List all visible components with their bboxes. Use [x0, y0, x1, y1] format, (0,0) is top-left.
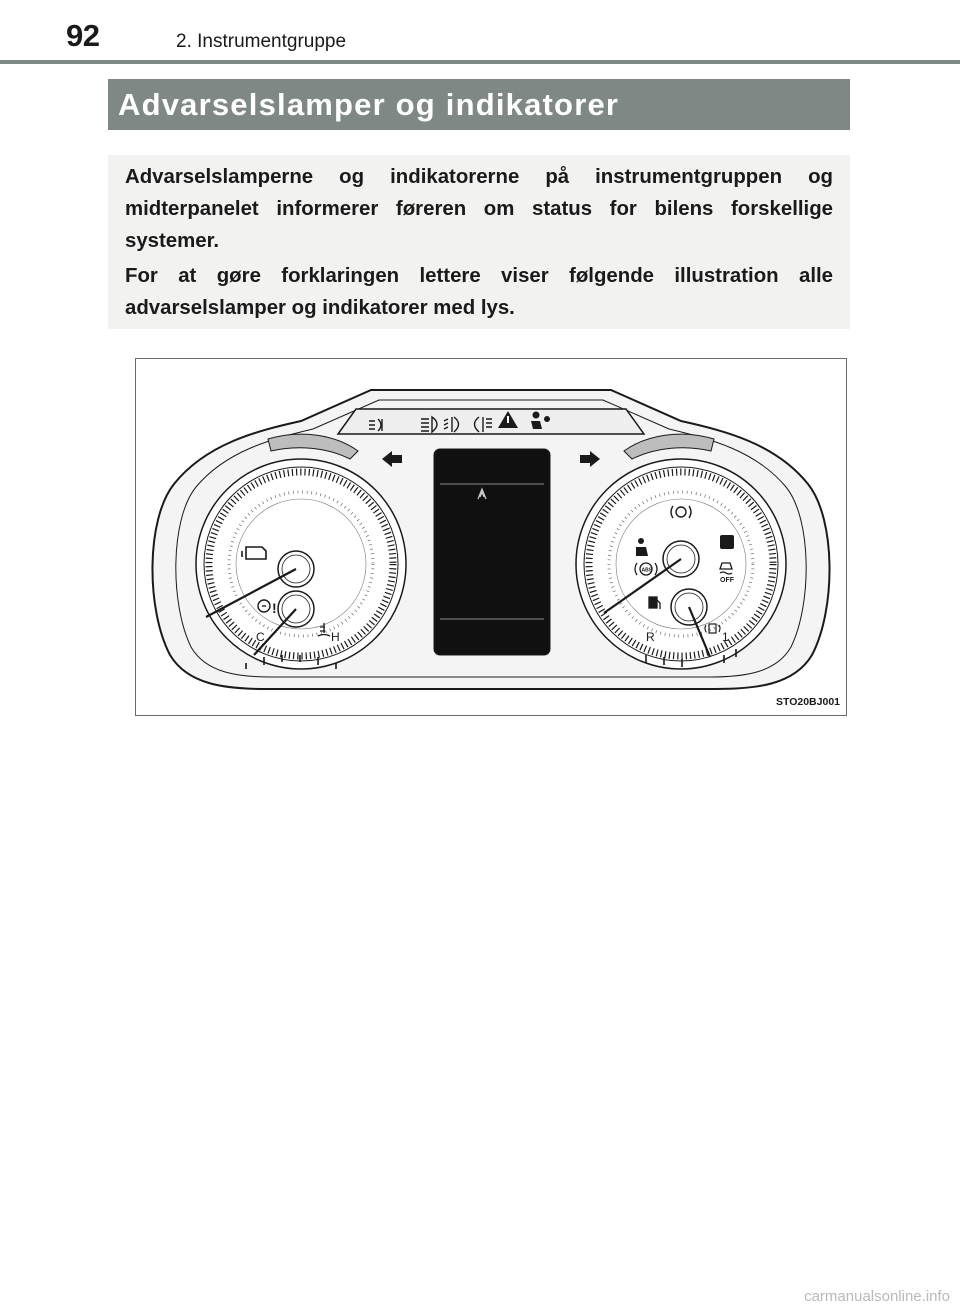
section-title: Advarselslamper og indikatorer [118, 87, 620, 122]
instrument-cluster-illustration [136, 359, 846, 715]
intro-paragraph: Advarselslamperne og indikatorerne på instrumentgruppen og midterpanelet informerer føreren om status for bilens forskellige systemer. [125, 166, 833, 252]
header-rule [0, 60, 960, 64]
abs-label: ABS [641, 567, 653, 574]
temp-hot-label: H [331, 630, 340, 644]
footer-watermark: carmanualsonline.info [804, 1288, 950, 1305]
gear-1-label: 1 [722, 630, 729, 644]
top-indicator-strip [338, 409, 644, 434]
temp-cold-label: C [256, 630, 265, 644]
page-number: 92 [66, 18, 100, 53]
intro-paragraph: For at gøre forklaringen lettere viser følgende illustration alle advarselslamper og indikatorer med lys. [125, 265, 833, 319]
svg-text:!: ! [272, 600, 277, 616]
gear-r-label: R [646, 630, 655, 644]
vsc-icon [720, 535, 734, 549]
speedometer-gauge [196, 459, 406, 669]
section-title-bar [108, 79, 850, 130]
instrument-cluster-figure [135, 358, 847, 716]
off-label: OFF [720, 577, 734, 584]
tachometer-gauge [576, 459, 786, 669]
figure-code: STO20BJ001 [775, 696, 840, 708]
intro-box [108, 155, 850, 329]
center-display [434, 449, 550, 655]
chapter-title: 2. Instrumentgruppe [176, 31, 347, 52]
